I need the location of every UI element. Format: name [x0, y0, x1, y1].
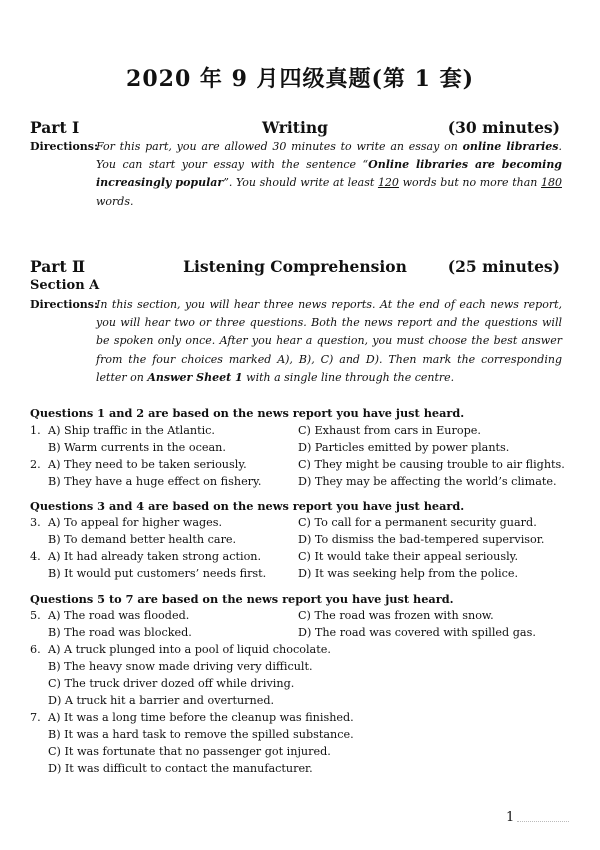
- part-1-name: Writing: [262, 118, 328, 137]
- question-row: [30, 533, 570, 550]
- answer-option: A) It was a long time before the cleanup was finished.: [48, 711, 354, 724]
- answer-option: B) It would put customers’ needs first.: [48, 567, 267, 580]
- question-number: 3.: [30, 516, 41, 529]
- answer-option: D) It was difficult to contact the manufacturer.: [48, 762, 313, 775]
- answer-option: B) It was a hard task to remove the spilled substance.: [48, 728, 354, 741]
- question-group-heading: Questions 1 and 2 are based on the news report you have just heard.: [30, 406, 465, 420]
- answer-option: A) The road was flooded.: [48, 609, 190, 622]
- section-heading: Section A: [30, 278, 100, 293]
- question-row: [30, 475, 570, 492]
- question-row: [30, 626, 570, 643]
- part-2-time: (25 minutes): [447, 257, 560, 276]
- question-row: [30, 677, 570, 694]
- max-words: 180: [540, 176, 562, 190]
- answer-option: C) The road was frozen with snow.: [298, 609, 494, 622]
- essay-opening-sentence: Online libraries are becoming increasingly popular: [96, 158, 563, 190]
- part-1-header: [30, 118, 560, 140]
- question-row: [30, 643, 570, 660]
- question-number: 7.: [30, 711, 41, 724]
- question-number: 2.: [30, 458, 41, 471]
- answer-option: A) Ship traffic in the Atlantic.: [48, 424, 215, 437]
- answer-option: B) They have a huge effect on fishery.: [48, 475, 262, 488]
- answer-option: B) The heavy snow made driving very difficult.: [48, 660, 313, 673]
- question-row: [30, 745, 570, 762]
- page-footer-rule: [517, 821, 569, 822]
- answer-option: A) A truck plunged into a pool of liquid chocolate.: [48, 643, 331, 656]
- answer-sheet-ref: Answer Sheet 1: [147, 370, 243, 384]
- answer-option: B) The road was blocked.: [48, 626, 192, 639]
- part-1-label: Part Ⅰ: [30, 118, 80, 137]
- directions-label: Directions:: [30, 298, 99, 311]
- part-1-directions: [30, 138, 562, 211]
- question-row: [30, 660, 570, 677]
- answer-option: D) A truck hit a barrier and overturned.: [48, 694, 275, 707]
- question-number: 4.: [30, 550, 41, 563]
- answer-option: D) They may be affecting the world’s climate.: [298, 475, 557, 488]
- question-row: [30, 550, 570, 567]
- page-title: 2020 年 9 月四级真题(第 1 套): [126, 66, 474, 92]
- question-row: [30, 441, 570, 458]
- question-row: [30, 458, 570, 475]
- answer-option: D) It was seeking help from the police.: [298, 567, 519, 580]
- answer-option: C) They might be causing trouble to air flights.: [298, 458, 565, 471]
- directions-label: Directions:: [30, 140, 99, 153]
- directions-text: In this section, you will hear three news reports. At the end of each news report, you will hear two or three questions. Both the news report and the questions will be spoken only once. After you hear a question, you must choose the best answer from the four choices marked A), B), C) and D). Then mark the corresponding letter on Answer Sheet 1 with a single line through the centre.: [96, 298, 562, 384]
- question-number: 5.: [30, 609, 41, 622]
- question-row: [30, 567, 570, 584]
- question-row: [30, 728, 570, 745]
- question-group-heading: Questions 5 to 7 are based on the news report you have just heard.: [30, 592, 454, 606]
- answer-option: D) Particles emitted by power plants.: [298, 441, 510, 454]
- question-row: [30, 762, 570, 779]
- answer-option: D) The road was covered with spilled gas.: [298, 626, 536, 639]
- answer-option: C) It would take their appeal seriously.: [298, 550, 519, 563]
- answer-option: B) Warm currents in the ocean.: [48, 441, 226, 454]
- answer-option: B) To demand better health care.: [48, 533, 237, 546]
- answer-option: A) They need to be taken seriously.: [48, 458, 247, 471]
- answer-option: C) It was fortunate that no passenger got injured.: [48, 745, 331, 758]
- question-number: 1.: [30, 424, 41, 437]
- part-1-time: (30 minutes): [447, 118, 560, 137]
- question-number: 6.: [30, 643, 41, 656]
- question-group-heading: Questions 3 and 4 are based on the news report you have just heard.: [30, 499, 465, 513]
- part-2-label: Part Ⅱ: [30, 257, 86, 276]
- part-2-name: Listening Comprehension: [183, 257, 407, 276]
- min-words: 120: [377, 176, 399, 190]
- answer-option: A) To appeal for higher wages.: [48, 516, 223, 529]
- part-2-header: [30, 257, 560, 279]
- answer-option: D) To dismiss the bad-tempered supervisor.: [298, 533, 545, 546]
- essay-topic: online libraries: [462, 140, 559, 153]
- answer-option: C) To call for a permanent security guard.: [298, 516, 537, 529]
- part-2-directions: [30, 296, 562, 387]
- directions-text: For this part, you are allowed 30 minutes to write an essay on online libraries. You can start your essay with the sentence “Online libraries are becoming increasingly popular”. You should write at least 120 words but no more than 180 words.: [96, 140, 563, 208]
- page-number: 1: [506, 810, 515, 825]
- question-row: [30, 516, 570, 533]
- question-row: [30, 424, 570, 441]
- answer-option: A) It had already taken strong action.: [48, 550, 262, 563]
- question-row: [30, 694, 570, 711]
- question-row: [30, 711, 570, 728]
- answer-option: C) The truck driver dozed off while driving.: [48, 677, 295, 690]
- question-row: [30, 609, 570, 626]
- answer-option: C) Exhaust from cars in Europe.: [298, 424, 481, 437]
